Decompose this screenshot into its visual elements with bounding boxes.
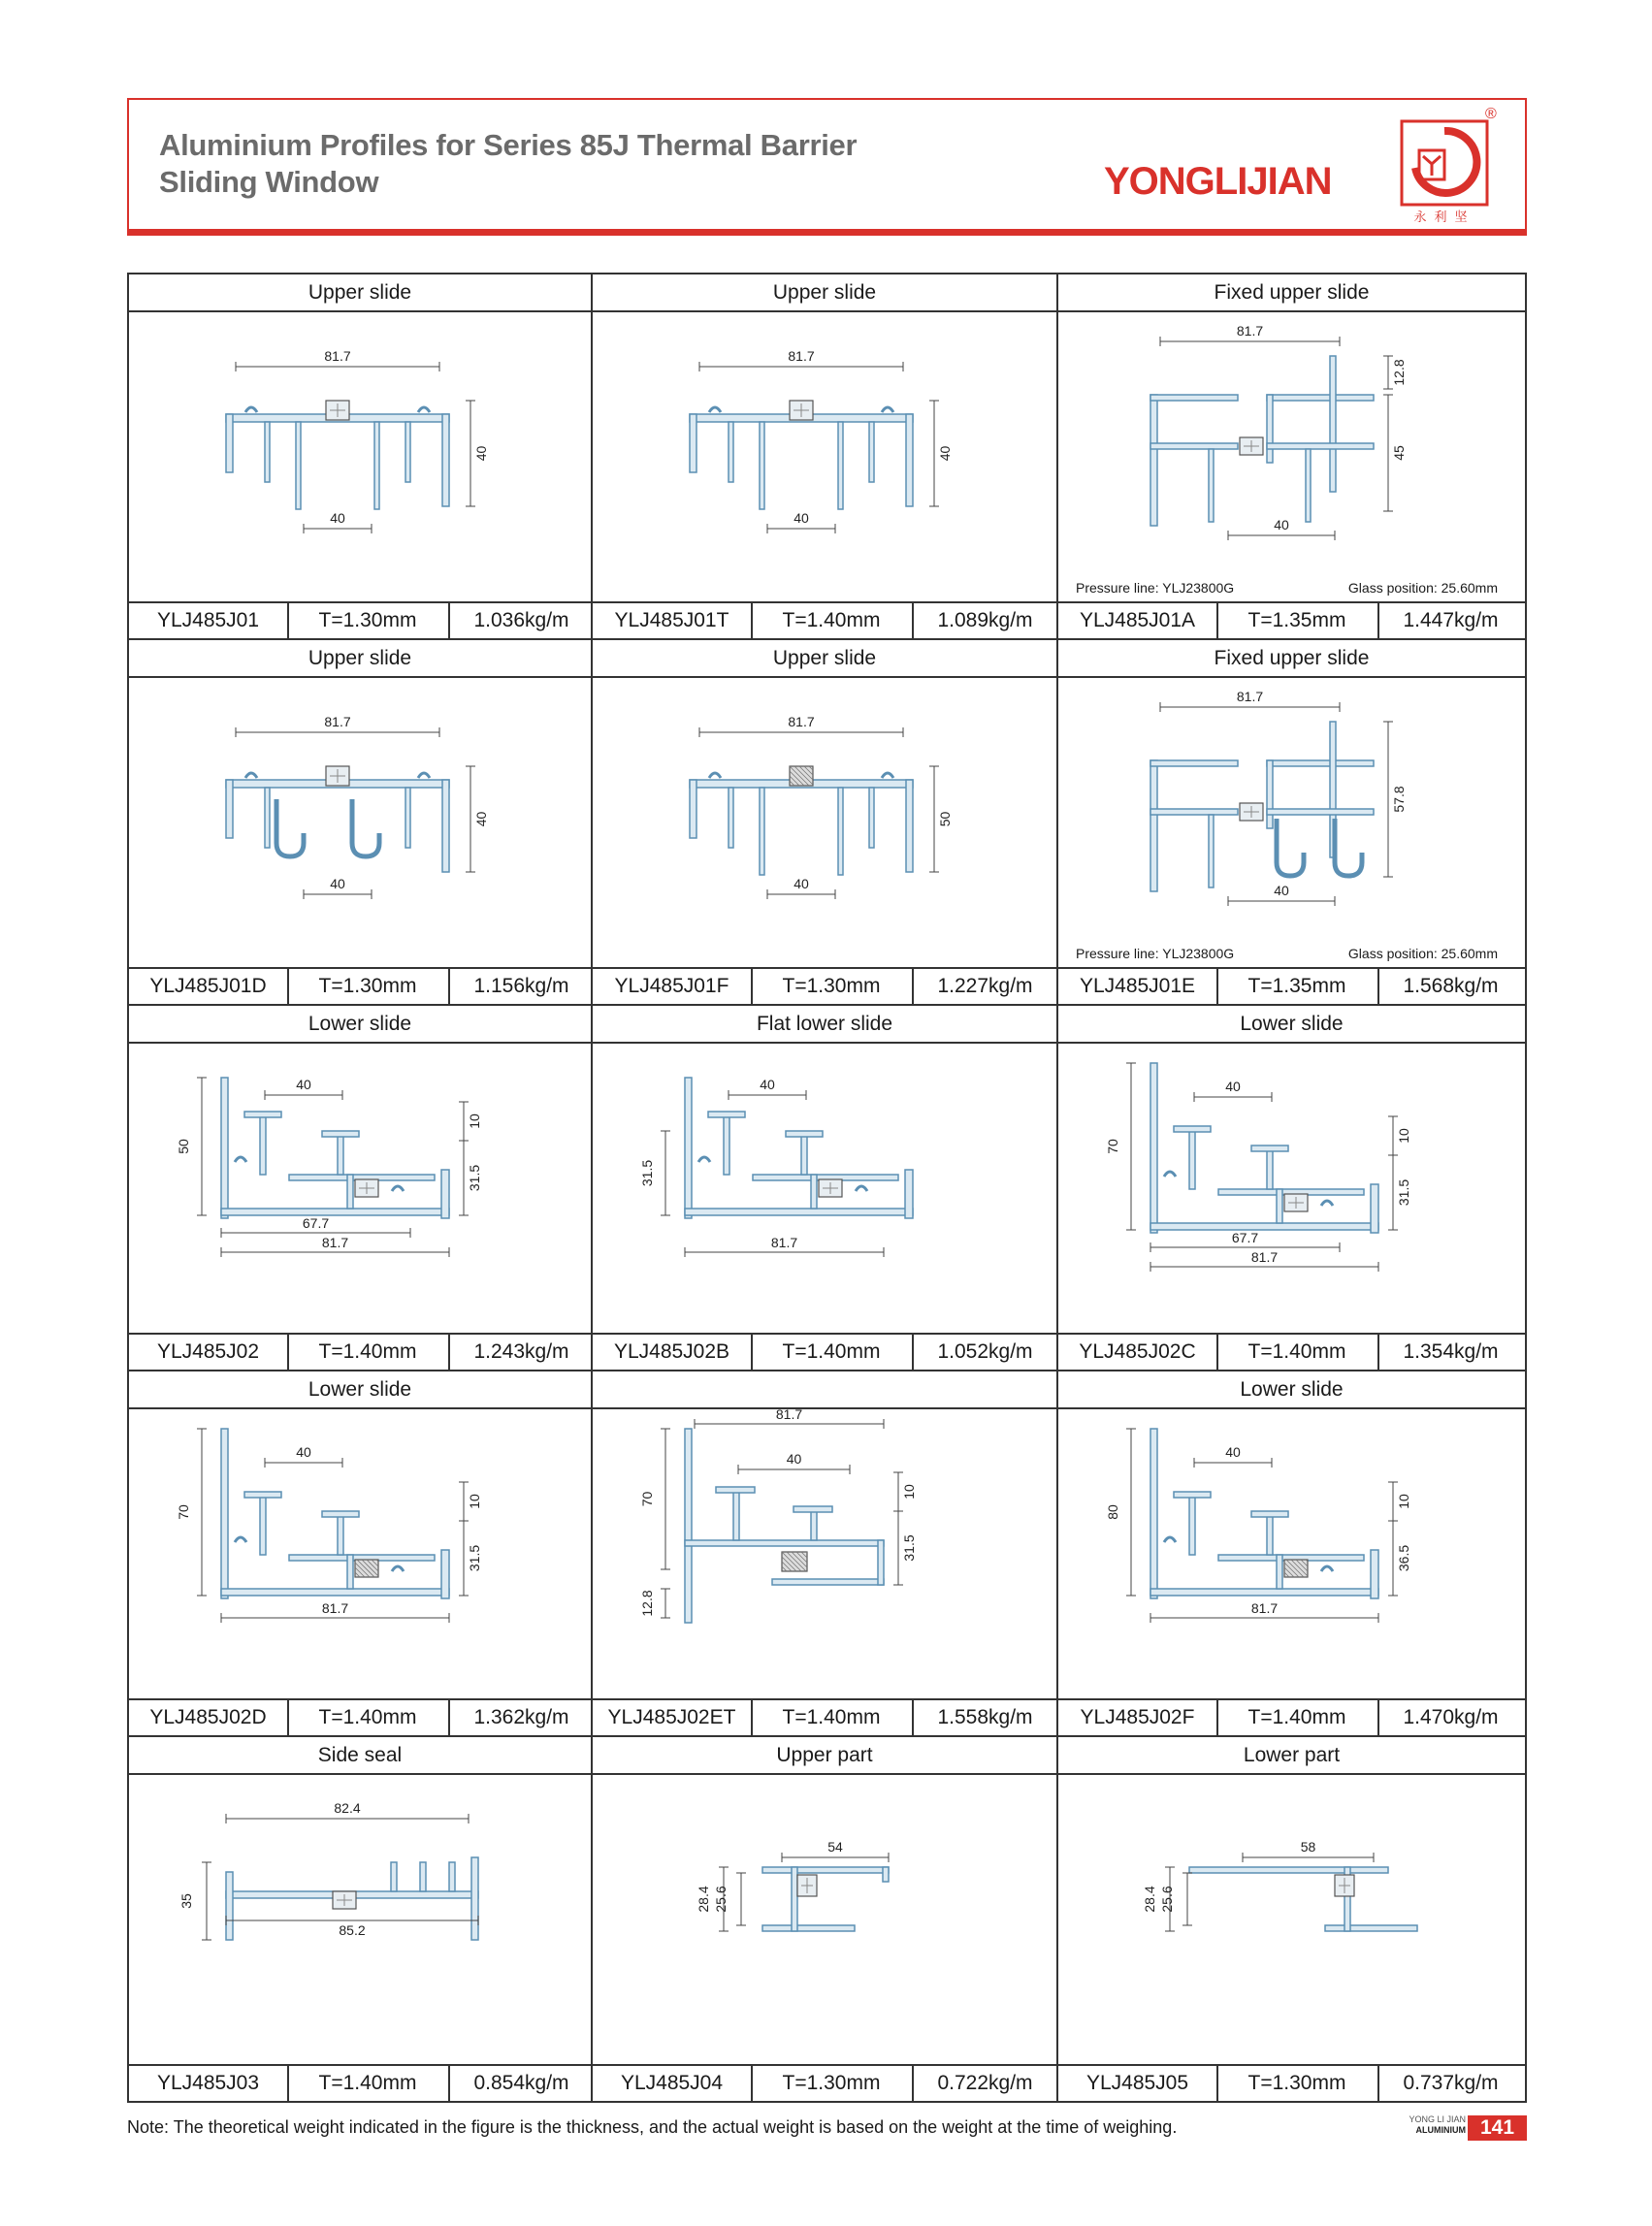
profile-drawing-area xyxy=(1058,312,1525,603)
profile-code: YLJ485J01D xyxy=(149,975,267,997)
dimension-label: 25.6 xyxy=(1159,1886,1175,1913)
profile-name: Upper slide xyxy=(593,274,1056,312)
divider xyxy=(1216,1335,1218,1370)
unit-weight: 1.227kg/m xyxy=(937,975,1033,997)
profile-spec-row xyxy=(129,603,591,638)
wall-thickness: T=1.30mm xyxy=(318,975,417,997)
wall-thickness: T=1.40mm xyxy=(1247,1340,1346,1363)
profile-section-drawing xyxy=(129,678,591,969)
divider xyxy=(751,1700,753,1735)
profile-name: Fixed upper slide xyxy=(1058,640,1525,678)
profile-code: YLJ485J02ET xyxy=(607,1706,736,1728)
profile-cell xyxy=(591,1004,1058,1371)
profile-cell xyxy=(127,1004,593,1371)
dimension-label: 40 xyxy=(330,876,345,891)
profile-drawing-area xyxy=(129,1775,591,2066)
dimension-label: 31.5 xyxy=(467,1544,482,1572)
dimension-label: 40 xyxy=(794,876,809,891)
unit-weight: 0.737kg/m xyxy=(1403,2072,1499,2094)
dimension-label: 40 xyxy=(473,811,489,827)
unit-weight: 1.036kg/m xyxy=(473,609,569,631)
divider xyxy=(287,2066,289,2101)
wall-thickness: T=1.40mm xyxy=(782,609,881,631)
unit-weight: 1.156kg/m xyxy=(473,975,569,997)
divider xyxy=(1377,1335,1379,1370)
profile-section-drawing xyxy=(593,1409,1054,1700)
profile-drawing-area xyxy=(593,678,1056,969)
profile-section-drawing xyxy=(593,1044,1054,1335)
dimension-label: 54 xyxy=(827,1839,843,1855)
profile-section-drawing xyxy=(1058,312,1520,603)
profile-name: Lower slide xyxy=(129,1371,591,1409)
dimension-label: 70 xyxy=(176,1504,191,1520)
profile-cell xyxy=(127,638,593,1006)
wall-thickness: T=1.30mm xyxy=(318,609,417,631)
dimension-label: 40 xyxy=(296,1077,311,1092)
profile-code: YLJ485J02 xyxy=(156,1340,260,1363)
dimension-label: 81.7 xyxy=(770,1235,798,1250)
dimension-label: 10 xyxy=(1396,1128,1411,1144)
profile-spec-row xyxy=(593,969,1056,1004)
divider xyxy=(751,603,753,638)
divider xyxy=(448,969,450,1004)
profile-code: YLJ485J04 xyxy=(620,2072,724,2094)
profile-cell xyxy=(127,1370,593,1737)
profile-spec-row xyxy=(129,969,591,1004)
dimension-label: 12.8 xyxy=(639,1590,655,1617)
profile-drawing-area xyxy=(1058,1044,1525,1335)
profile-name: Lower part xyxy=(1058,1737,1525,1775)
page-title xyxy=(159,127,857,201)
dimension-label: 67.7 xyxy=(302,1215,330,1231)
dimension-label: 10 xyxy=(467,1113,482,1129)
profile-name: Lower slide xyxy=(129,1006,591,1044)
profile-name: Upper part xyxy=(593,1737,1056,1775)
profile-cell xyxy=(591,273,1058,640)
profile-cell xyxy=(127,1735,593,2103)
profile-cell xyxy=(591,1735,1058,2103)
profile-name: Flat lower slide xyxy=(593,1006,1056,1044)
dimension-label: 81.7 xyxy=(1236,689,1264,704)
header-accent-bar xyxy=(127,229,1527,236)
title-line-2: Sliding Window xyxy=(159,165,379,199)
page-number: 141 xyxy=(1468,2115,1527,2141)
dimension-label: 36.5 xyxy=(1396,1544,1411,1572)
profile-name: Lower slide xyxy=(1058,1371,1525,1409)
profile-code: YLJ485J02D xyxy=(149,1706,267,1728)
dimension-label: 50 xyxy=(937,811,953,827)
profile-section-drawing xyxy=(593,1775,1054,2066)
profile-name: Upper slide xyxy=(593,640,1056,678)
profile-spec-row xyxy=(593,1335,1056,1370)
profile-cell xyxy=(591,638,1058,1006)
profile-section-drawing xyxy=(593,678,1054,969)
profile-name: Upper slide xyxy=(129,640,591,678)
divider xyxy=(912,969,914,1004)
unit-weight: 1.052kg/m xyxy=(937,1340,1033,1363)
profile-drawing-area xyxy=(1058,1775,1525,2066)
wall-thickness: T=1.30mm xyxy=(1247,2072,1346,2094)
profile-spec-row xyxy=(593,1700,1056,1735)
profile-name: Fixed upper slide xyxy=(1058,274,1525,312)
unit-weight: 1.568kg/m xyxy=(1403,975,1499,997)
wall-thickness: T=1.35mm xyxy=(1247,975,1346,997)
divider xyxy=(1377,969,1379,1004)
divider xyxy=(448,603,450,638)
divider xyxy=(751,1335,753,1370)
profile-name: Side seal xyxy=(129,1737,591,1775)
divider xyxy=(912,603,914,638)
wall-thickness: T=1.35mm xyxy=(1247,609,1346,631)
dimension-label: 10 xyxy=(1396,1494,1411,1509)
wall-thickness: T=1.40mm xyxy=(1247,1706,1346,1728)
dimension-label: 85.2 xyxy=(339,1922,366,1938)
dimension-label: 81.7 xyxy=(1250,1600,1279,1616)
profile-spec-row xyxy=(129,1700,591,1735)
profile-drawing-area xyxy=(1058,678,1525,969)
brand-name: YONGLIJIAN xyxy=(1104,160,1332,203)
dimension-label: 31.5 xyxy=(901,1534,917,1562)
footnote: Note: The theoretical weight indicated in the figure is the thickness, and the actual weight is based on the weight at the time of weighing. xyxy=(127,2117,1178,2137)
profile-drawing-area xyxy=(129,678,591,969)
divider xyxy=(1216,2066,1218,2101)
profile-spec-row xyxy=(129,1335,591,1370)
profile-cell xyxy=(1056,1735,1527,2103)
unit-weight: 1.447kg/m xyxy=(1403,609,1499,631)
profile-cell xyxy=(591,1370,1058,1737)
unit-weight: 1.243kg/m xyxy=(473,1340,569,1363)
dimension-label: 40 xyxy=(1225,1444,1241,1460)
profile-cell xyxy=(127,273,593,640)
profile-code: YLJ485J02F xyxy=(1080,1706,1195,1728)
dimension-label: 50 xyxy=(176,1139,191,1154)
divider xyxy=(287,603,289,638)
dimension-label: 81.7 xyxy=(324,348,351,364)
page-brand xyxy=(1394,2114,1466,2136)
dimension-label: 10 xyxy=(901,1484,917,1500)
dimension-label: 40 xyxy=(296,1444,311,1460)
wall-thickness: T=1.40mm xyxy=(318,1340,417,1363)
dimension-label: 40 xyxy=(937,445,953,462)
header-frame xyxy=(127,98,1527,234)
dimension-label: 25.6 xyxy=(713,1886,729,1913)
profile-section-drawing xyxy=(1058,1044,1520,1335)
title-line-1: Aluminium Profiles for Series 85J Thermal Barrier xyxy=(159,128,858,162)
dimension-label: 10 xyxy=(467,1494,482,1509)
profile-spec-row xyxy=(1058,2066,1525,2101)
dimension-label: 45 xyxy=(1391,445,1407,461)
pressure-line-note: Pressure line: YLJ23800G xyxy=(1076,580,1235,596)
dimension-label: 40 xyxy=(1274,517,1289,532)
divider xyxy=(448,1700,450,1735)
profile-drawing-area xyxy=(129,312,591,603)
profile-drawing-area xyxy=(593,312,1056,603)
dimension-label: 57.8 xyxy=(1391,786,1407,813)
profile-drawing-area xyxy=(1058,1409,1525,1700)
profile-code: YLJ485J03 xyxy=(156,2072,260,2094)
wall-thickness: T=1.30mm xyxy=(782,2072,881,2094)
unit-weight: 1.362kg/m xyxy=(473,1706,569,1728)
dimension-label: 40 xyxy=(760,1077,775,1092)
page-brand-line-1: YONG LI JIAN xyxy=(1409,2114,1466,2124)
profile-cell xyxy=(1056,1004,1527,1371)
dimension-label: 28.4 xyxy=(1142,1886,1157,1913)
divider xyxy=(912,1700,914,1735)
profile-section-drawing xyxy=(129,1775,591,2066)
profile-spec-row xyxy=(1058,969,1525,1004)
dimension-label: 35 xyxy=(178,1893,194,1909)
divider xyxy=(751,969,753,1004)
divider xyxy=(1377,2066,1379,2101)
dimension-label: 81.7 xyxy=(321,1600,349,1616)
divider xyxy=(287,1700,289,1735)
unit-weight: 1.470kg/m xyxy=(1403,1706,1499,1728)
dimension-label: 40 xyxy=(794,510,809,526)
profile-drawing-area xyxy=(593,1409,1056,1700)
divider xyxy=(287,969,289,1004)
glass-position-note: Glass position: 25.60mm xyxy=(1347,580,1498,596)
divider xyxy=(448,1335,450,1370)
divider xyxy=(912,1335,914,1370)
unit-weight: 0.854kg/m xyxy=(473,2072,569,2094)
profile-section-drawing xyxy=(1058,1409,1520,1700)
wall-thickness: T=1.40mm xyxy=(318,2072,417,2094)
dimension-label: 70 xyxy=(639,1491,655,1507)
pressure-line-note: Pressure line: YLJ23800G xyxy=(1076,946,1235,961)
wall-thickness: T=1.30mm xyxy=(782,975,881,997)
profile-section-drawing xyxy=(593,312,1054,603)
dimension-label: 81.7 xyxy=(1236,323,1264,339)
profile-drawing-area xyxy=(129,1409,591,1700)
dimension-label: 81.7 xyxy=(788,348,815,364)
wall-thickness: T=1.40mm xyxy=(318,1706,417,1728)
profile-code: YLJ485J02B xyxy=(613,1340,730,1363)
profile-section-drawing xyxy=(129,1409,591,1700)
wall-thickness: T=1.40mm xyxy=(782,1706,881,1728)
profile-spec-row xyxy=(1058,1335,1525,1370)
dimension-label: 80 xyxy=(1105,1504,1120,1520)
dimension-label: 40 xyxy=(1225,1079,1241,1094)
divider xyxy=(751,2066,753,2101)
dimension-label: 81.7 xyxy=(1250,1249,1279,1265)
dimension-label: 31.5 xyxy=(639,1159,655,1187)
profile-drawing-area xyxy=(593,1044,1056,1335)
divider xyxy=(448,2066,450,2101)
profile-cell xyxy=(1056,1370,1527,1737)
dimension-label: 12.8 xyxy=(1391,359,1407,386)
dimension-label: 82.4 xyxy=(334,1800,361,1816)
dimension-label: 31.5 xyxy=(1396,1178,1411,1207)
divider xyxy=(1216,969,1218,1004)
dimension-label: 81.7 xyxy=(775,1409,803,1422)
registered-mark: ® xyxy=(1485,106,1497,122)
profile-name: Upper slide xyxy=(129,274,591,312)
profile-code: YLJ485J01F xyxy=(614,975,729,997)
profile-spec-row xyxy=(593,2066,1056,2101)
dimension-label: 67.7 xyxy=(1231,1230,1259,1245)
dimension-label: 28.4 xyxy=(696,1886,711,1913)
unit-weight: 0.722kg/m xyxy=(937,2072,1033,2094)
profile-spec-row xyxy=(1058,1700,1525,1735)
page-brand-line-2: ALUMINIUM xyxy=(1415,2125,1466,2135)
dimension-label: 31.5 xyxy=(467,1164,482,1192)
divider xyxy=(912,2066,914,2101)
dimension-label: 58 xyxy=(1300,1839,1316,1855)
profile-drawing-area xyxy=(129,1044,591,1335)
profile-name xyxy=(593,1371,1056,1409)
dimension-label: 81.7 xyxy=(788,714,815,729)
dimension-label: 40 xyxy=(1274,883,1289,898)
profile-section-drawing xyxy=(129,312,591,603)
divider xyxy=(1377,1700,1379,1735)
divider xyxy=(1216,603,1218,638)
profile-section-drawing xyxy=(1058,678,1520,969)
dimension-label: 40 xyxy=(330,510,345,526)
profile-name: Lower slide xyxy=(1058,1006,1525,1044)
dimension-label: 40 xyxy=(473,445,489,462)
profile-code: YLJ485J05 xyxy=(1085,2072,1189,2094)
profile-cell xyxy=(1056,273,1527,640)
profile-section-drawing xyxy=(129,1044,591,1335)
profile-drawing-area xyxy=(593,1775,1056,2066)
profile-code: YLJ485J01A xyxy=(1079,609,1196,631)
profile-code: YLJ485J01 xyxy=(156,609,260,631)
unit-weight: 1.558kg/m xyxy=(937,1706,1033,1728)
glass-position-note: Glass position: 25.60mm xyxy=(1347,946,1498,961)
wall-thickness: T=1.40mm xyxy=(782,1340,881,1363)
divider xyxy=(1377,603,1379,638)
dimension-label: 81.7 xyxy=(324,714,351,729)
dimension-label: 40 xyxy=(786,1451,802,1467)
profile-code: YLJ485J01T xyxy=(614,609,729,631)
profile-spec-row xyxy=(1058,603,1525,638)
profile-spec-row xyxy=(129,2066,591,2101)
unit-weight: 1.354kg/m xyxy=(1403,1340,1499,1363)
dimension-label: 70 xyxy=(1105,1139,1120,1154)
profile-code: YLJ485J02C xyxy=(1079,1340,1196,1363)
brand-cn: 永利坚 xyxy=(1413,210,1475,224)
dimension-label: 81.7 xyxy=(321,1235,349,1250)
divider xyxy=(1216,1700,1218,1735)
profile-code: YLJ485J01E xyxy=(1079,975,1196,997)
profile-spec-row xyxy=(593,603,1056,638)
profile-cell xyxy=(1056,638,1527,1006)
brand-logo-icon xyxy=(1398,117,1491,218)
profile-section-drawing xyxy=(1058,1775,1520,2066)
unit-weight: 1.089kg/m xyxy=(937,609,1033,631)
divider xyxy=(287,1335,289,1370)
